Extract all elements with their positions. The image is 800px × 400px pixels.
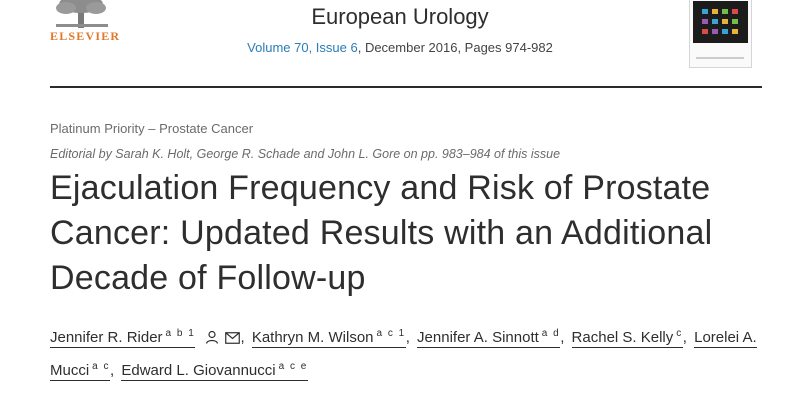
cover-chip [712,9,718,14]
author-separator: , [110,362,115,379]
author-affiliation-sup: a c e [278,361,308,372]
cover-chip [712,19,718,24]
editorial-note: Editorial by Sarah K. Holt, George R. Schade and John L. Gore on pp. 983–984 of this issue [50,147,561,161]
author-name: Kathryn M. Wilson [251,329,374,346]
author-affiliation-sup: a d [541,328,561,339]
cover-chip [732,29,738,34]
publisher-name: ELSEVIER [50,29,121,43]
author-affiliation-sup: a b 1 [165,328,196,339]
cover-chip [722,29,728,34]
person-icon[interactable] [205,326,219,353]
article-title: Ejaculation Frequency and Risk of Prostate Cancer: Updated Results with an Additional Decade of Follow-up [50,169,713,297]
mail-icon[interactable] [225,326,240,353]
cover-chip [732,19,738,24]
author-name: Rachel S. Kelly [571,329,674,346]
author-affiliation-sup: a c 1 [376,328,406,339]
issue-info [0,40,800,55]
cover-chip [722,19,728,24]
author-link[interactable] [50,329,195,348]
author-link[interactable] [121,362,307,381]
author-link[interactable] [252,329,406,348]
author-name: Lorelei A. Mucci [50,329,757,379]
volume-issue-link[interactable]: Volume 70, Issue 6 [247,40,358,55]
author-link[interactable] [572,329,683,348]
author-affiliation-sup: c [676,328,683,339]
header-divider [50,86,762,88]
cover-chip [722,9,728,14]
article-type: Platinum Priority – Prostate Cancer [50,121,254,136]
author-separator: , [560,329,565,346]
author-name: Edward L. Giovannucci [121,362,276,379]
author-list [50,320,770,384]
author-separator: , [240,329,245,346]
cover-chip [702,29,708,34]
journal-header [0,0,800,88]
author-separator: , [682,329,687,346]
cover-chip [702,9,708,14]
author-separator: , [405,329,410,346]
author-name: Jennifer A. Sinnott [417,329,539,346]
cover-text-line [696,57,744,59]
author-link[interactable] [417,329,560,348]
cover-chip [732,9,738,14]
cover-chip [712,29,718,34]
author-name: Jennifer R. Rider [50,329,163,346]
author-affiliation-sup: a c [92,361,111,372]
journal-title-link[interactable]: European Urology [311,4,489,29]
cover-chip [702,19,708,24]
journal-cover-thumbnail[interactable] [689,0,752,68]
journal-title [0,4,800,30]
issue-date-pages: , December 2016, Pages 974-982 [357,40,553,55]
